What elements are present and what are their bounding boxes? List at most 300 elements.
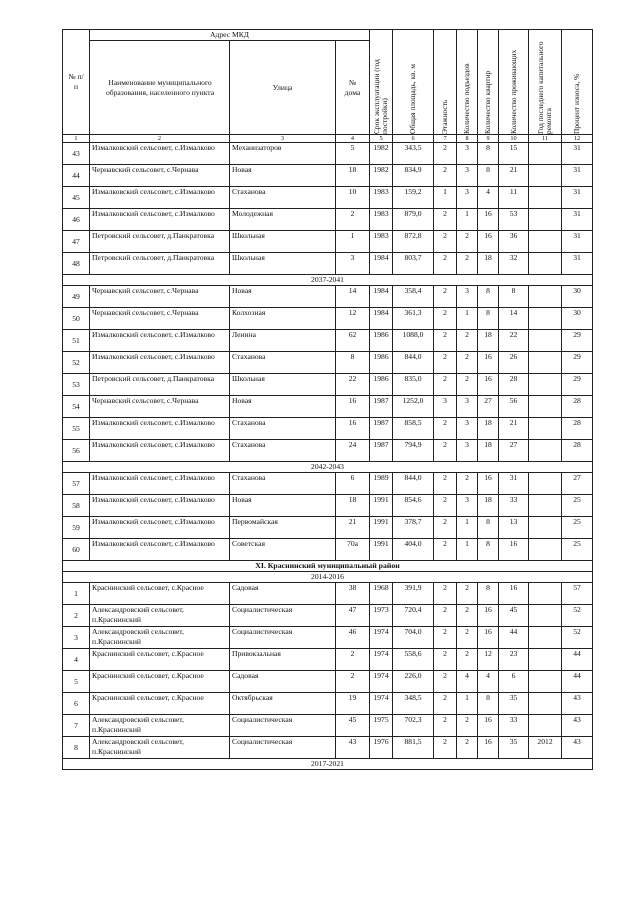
cell-residents: 27 bbox=[499, 440, 529, 462]
cell-apartments: 16 bbox=[478, 209, 499, 231]
district-row bbox=[63, 561, 593, 572]
cell-residents: 11 bbox=[499, 187, 529, 209]
header-floors bbox=[434, 30, 457, 135]
column-index-cell: 1 bbox=[63, 135, 90, 143]
cell-entrances: 1 bbox=[457, 308, 478, 330]
cell-residents: 36 bbox=[499, 231, 529, 253]
header-no bbox=[63, 30, 90, 135]
cell-year: 1984 bbox=[370, 286, 393, 308]
cell-residents: 8 bbox=[499, 286, 529, 308]
cell-number: 46 bbox=[63, 209, 90, 231]
cell-wear: 28 bbox=[562, 418, 593, 440]
table-row bbox=[63, 627, 593, 649]
cell-apartments: 18 bbox=[478, 330, 499, 352]
table-row bbox=[63, 671, 593, 693]
cell-area: 391,9 bbox=[393, 583, 434, 605]
period-label: 2037-2041 bbox=[63, 275, 593, 286]
cell-floors: 2 bbox=[434, 143, 457, 165]
cell-number: 7 bbox=[63, 715, 90, 737]
cell-street: Механизаторов bbox=[230, 143, 336, 165]
cell-floors: 2 bbox=[434, 715, 457, 737]
cell-street: Школьная bbox=[230, 374, 336, 396]
period-label: 2042-2043 bbox=[63, 462, 593, 473]
cell-municipality: Краснинский сельсовет, с.Красное bbox=[90, 649, 230, 671]
cell-entrances: 2 bbox=[457, 330, 478, 352]
apartment-buildings-table bbox=[62, 29, 593, 770]
cell-street: Советская bbox=[230, 539, 336, 561]
cell-municipality: Измалковский сельсовет, с.Измалково bbox=[90, 495, 230, 517]
cell-area: 858,5 bbox=[393, 418, 434, 440]
cell-residents: 31 bbox=[499, 473, 529, 495]
cell-entrances: 3 bbox=[457, 187, 478, 209]
cell-house: 19 bbox=[336, 693, 370, 715]
cell-street: Школьная bbox=[230, 253, 336, 275]
cell-residents: 15 bbox=[499, 143, 529, 165]
cell-entrances: 2 bbox=[457, 649, 478, 671]
cell-number: 57 bbox=[63, 473, 90, 495]
cell-residents: 6 bbox=[499, 671, 529, 693]
cell-wear: 52 bbox=[562, 605, 593, 627]
cell-floors: 2 bbox=[434, 517, 457, 539]
cell-area: 378,7 bbox=[393, 517, 434, 539]
cell-area: 872,8 bbox=[393, 231, 434, 253]
cell-apartments: 16 bbox=[478, 605, 499, 627]
cell-floors: 2 bbox=[434, 440, 457, 462]
cell-area: 844,0 bbox=[393, 473, 434, 495]
cell-street: Новая bbox=[230, 165, 336, 187]
cell-house: 38 bbox=[336, 583, 370, 605]
cell-year: 1974 bbox=[370, 671, 393, 693]
table-row bbox=[63, 374, 593, 396]
cell-wear: 31 bbox=[562, 253, 593, 275]
cell-entrances: 2 bbox=[457, 473, 478, 495]
cell-floors: 2 bbox=[434, 605, 457, 627]
cell-floors: 2 bbox=[434, 231, 457, 253]
cell-floors: 2 bbox=[434, 693, 457, 715]
cell-municipality: Измалковский сельсовет, с.Измалково bbox=[90, 187, 230, 209]
cell-municipality: Измалковский сельсовет, с.Измалково bbox=[90, 517, 230, 539]
cell-wear: 25 bbox=[562, 495, 593, 517]
header-area-label: Общая площадь, кв. м bbox=[408, 64, 418, 134]
column-index-cell: 10 bbox=[499, 135, 529, 143]
cell-entrances: 3 bbox=[457, 440, 478, 462]
cell-house: 70а bbox=[336, 539, 370, 561]
cell-wear: 25 bbox=[562, 517, 593, 539]
cell-apartments: 16 bbox=[478, 231, 499, 253]
period-row bbox=[63, 759, 593, 770]
cell-street: Новая bbox=[230, 286, 336, 308]
cell-residents: 56 bbox=[499, 396, 529, 418]
cell-municipality: Чернавский сельсовет, с.Чернава bbox=[90, 308, 230, 330]
cell-last-repair bbox=[529, 715, 562, 737]
cell-last-repair bbox=[529, 473, 562, 495]
cell-area: 348,5 bbox=[393, 693, 434, 715]
table-row bbox=[63, 715, 593, 737]
header-address-group: Адрес МКД bbox=[90, 30, 370, 41]
cell-house: 5 bbox=[336, 143, 370, 165]
cell-municipality: Краснинский сельсовет, с.Красное bbox=[90, 693, 230, 715]
cell-floors: 2 bbox=[434, 418, 457, 440]
header-street: Улица bbox=[230, 41, 336, 135]
cell-number: 5 bbox=[63, 671, 90, 693]
header-residents-label: Количество проживающих bbox=[508, 49, 518, 134]
cell-last-repair bbox=[529, 374, 562, 396]
cell-entrances: 2 bbox=[457, 231, 478, 253]
cell-year: 1975 bbox=[370, 715, 393, 737]
cell-entrances: 3 bbox=[457, 165, 478, 187]
cell-last-repair bbox=[529, 308, 562, 330]
cell-municipality: Петровский сельсовет, д.Панкратовка bbox=[90, 231, 230, 253]
cell-number: 55 bbox=[63, 418, 90, 440]
cell-house: 6 bbox=[336, 473, 370, 495]
cell-residents: 33 bbox=[499, 495, 529, 517]
period-row bbox=[63, 462, 593, 473]
cell-residents: 16 bbox=[499, 583, 529, 605]
cell-wear: 28 bbox=[562, 396, 593, 418]
cell-entrances: 2 bbox=[457, 583, 478, 605]
header-row-1 bbox=[63, 30, 593, 41]
cell-last-repair bbox=[529, 418, 562, 440]
cell-number: 56 bbox=[63, 440, 90, 462]
cell-apartments: 4 bbox=[478, 671, 499, 693]
cell-year: 1989 bbox=[370, 473, 393, 495]
table-row bbox=[63, 286, 593, 308]
cell-last-repair bbox=[529, 143, 562, 165]
cell-year: 1986 bbox=[370, 352, 393, 374]
cell-entrances: 3 bbox=[457, 396, 478, 418]
cell-floors: 1 bbox=[434, 187, 457, 209]
cell-street: Привокзальная bbox=[230, 649, 336, 671]
table-row bbox=[63, 473, 593, 495]
header-residents bbox=[499, 30, 529, 135]
cell-municipality: Чернавский сельсовет, с.Чернава bbox=[90, 396, 230, 418]
cell-apartments: 8 bbox=[478, 539, 499, 561]
cell-year: 1982 bbox=[370, 165, 393, 187]
header-last-repair-label: Год последнего капитального ремонта bbox=[536, 41, 554, 134]
header-no-label: № п/п bbox=[68, 72, 84, 91]
cell-wear: 57 bbox=[562, 583, 593, 605]
cell-municipality: Петровский сельсовет, д.Панкратовка bbox=[90, 374, 230, 396]
cell-house: 2 bbox=[336, 649, 370, 671]
cell-apartments: 16 bbox=[478, 352, 499, 374]
cell-wear: 29 bbox=[562, 352, 593, 374]
cell-residents: 23 bbox=[499, 649, 529, 671]
cell-wear: 52 bbox=[562, 627, 593, 649]
cell-street: Социалистическая bbox=[230, 737, 336, 759]
cell-entrances: 3 bbox=[457, 286, 478, 308]
cell-area: 226,0 bbox=[393, 671, 434, 693]
cell-area: 834,9 bbox=[393, 165, 434, 187]
table-row bbox=[63, 649, 593, 671]
cell-last-repair bbox=[529, 165, 562, 187]
table-row bbox=[63, 539, 593, 561]
cell-residents: 26 bbox=[499, 352, 529, 374]
cell-municipality: Измалковский сельсовет, с.Измалково bbox=[90, 209, 230, 231]
cell-area: 702,3 bbox=[393, 715, 434, 737]
column-index-cell: 8 bbox=[457, 135, 478, 143]
cell-number: 54 bbox=[63, 396, 90, 418]
cell-street: Стаханова bbox=[230, 352, 336, 374]
cell-last-repair bbox=[529, 539, 562, 561]
cell-area: 881,5 bbox=[393, 737, 434, 759]
cell-street: Октябрьская bbox=[230, 693, 336, 715]
cell-last-repair bbox=[529, 352, 562, 374]
cell-area: 1088,0 bbox=[393, 330, 434, 352]
cell-number: 4 bbox=[63, 649, 90, 671]
cell-street: Первомайская bbox=[230, 517, 336, 539]
cell-last-repair bbox=[529, 231, 562, 253]
table-row bbox=[63, 440, 593, 462]
header-house bbox=[336, 41, 370, 135]
header-municipality-label: Наименование муниципального образования, населенного пункта bbox=[105, 77, 215, 97]
cell-residents: 28 bbox=[499, 374, 529, 396]
cell-area: 159,2 bbox=[393, 187, 434, 209]
column-index-row bbox=[63, 135, 593, 143]
cell-last-repair bbox=[529, 605, 562, 627]
cell-residents: 22 bbox=[499, 330, 529, 352]
cell-number: 45 bbox=[63, 187, 90, 209]
period-row bbox=[63, 572, 593, 583]
cell-year: 1983 bbox=[370, 231, 393, 253]
period-row bbox=[63, 275, 593, 286]
cell-year: 1984 bbox=[370, 253, 393, 275]
cell-entrances: 2 bbox=[457, 374, 478, 396]
cell-house: 45 bbox=[336, 715, 370, 737]
cell-year: 1982 bbox=[370, 143, 393, 165]
cell-residents: 21 bbox=[499, 165, 529, 187]
cell-house: 16 bbox=[336, 418, 370, 440]
cell-number: 6 bbox=[63, 693, 90, 715]
housing-table-sheet bbox=[62, 29, 592, 770]
cell-year: 1983 bbox=[370, 209, 393, 231]
cell-year: 1991 bbox=[370, 517, 393, 539]
cell-house: 8 bbox=[336, 352, 370, 374]
cell-entrances: 1 bbox=[457, 517, 478, 539]
cell-street: Стаханова bbox=[230, 440, 336, 462]
cell-entrances: 2 bbox=[457, 605, 478, 627]
cell-street: Новая bbox=[230, 495, 336, 517]
cell-municipality: Александровский сельсовет, п.Краснинский bbox=[90, 715, 230, 737]
cell-entrances: 3 bbox=[457, 418, 478, 440]
column-index-cell: 4 bbox=[336, 135, 370, 143]
cell-year: 1991 bbox=[370, 495, 393, 517]
cell-street: Новая bbox=[230, 396, 336, 418]
cell-wear: 25 bbox=[562, 539, 593, 561]
cell-wear: 28 bbox=[562, 440, 593, 462]
cell-floors: 2 bbox=[434, 671, 457, 693]
table-body bbox=[63, 143, 593, 770]
cell-house: 2 bbox=[336, 671, 370, 693]
cell-year: 1984 bbox=[370, 308, 393, 330]
cell-apartments: 16 bbox=[478, 473, 499, 495]
cell-apartments: 27 bbox=[478, 396, 499, 418]
cell-wear: 44 bbox=[562, 671, 593, 693]
cell-wear: 31 bbox=[562, 231, 593, 253]
cell-last-repair bbox=[529, 583, 562, 605]
column-index-cell: 5 bbox=[370, 135, 393, 143]
cell-municipality: Измалковский сельсовет, с.Измалково bbox=[90, 539, 230, 561]
cell-wear: 31 bbox=[562, 187, 593, 209]
column-index-cell: 3 bbox=[230, 135, 336, 143]
cell-number: 43 bbox=[63, 143, 90, 165]
table-row bbox=[63, 330, 593, 352]
cell-wear: 29 bbox=[562, 330, 593, 352]
cell-wear: 27 bbox=[562, 473, 593, 495]
header-wear-label: Процент износа, % bbox=[572, 73, 582, 134]
cell-residents: 35 bbox=[499, 737, 529, 759]
cell-residents: 21 bbox=[499, 418, 529, 440]
cell-apartments: 16 bbox=[478, 715, 499, 737]
column-index-cell: 6 bbox=[393, 135, 434, 143]
header-entrances-label: Количество подъездов bbox=[462, 63, 472, 134]
cell-area: 704,0 bbox=[393, 627, 434, 649]
cell-municipality: Александровский сельсовет, п.Краснинский bbox=[90, 605, 230, 627]
cell-apartments: 8 bbox=[478, 693, 499, 715]
header-year-label: Срок эксплуатации (год постройки) bbox=[372, 59, 390, 134]
cell-last-repair bbox=[529, 693, 562, 715]
cell-entrances: 2 bbox=[457, 253, 478, 275]
header-floors-label: Этажность bbox=[440, 99, 450, 134]
header-area bbox=[393, 30, 434, 135]
table-row bbox=[63, 165, 593, 187]
cell-house: 12 bbox=[336, 308, 370, 330]
cell-area: 879,0 bbox=[393, 209, 434, 231]
cell-year: 1974 bbox=[370, 627, 393, 649]
cell-municipality: Измалковский сельсовет, с.Измалково bbox=[90, 440, 230, 462]
cell-area: 844,0 bbox=[393, 352, 434, 374]
cell-number: 1 bbox=[63, 583, 90, 605]
cell-entrances: 1 bbox=[457, 693, 478, 715]
cell-entrances: 2 bbox=[457, 627, 478, 649]
cell-wear: 43 bbox=[562, 715, 593, 737]
cell-number: 52 bbox=[63, 352, 90, 374]
cell-municipality: Измалковский сельсовет, с.Измалково bbox=[90, 352, 230, 374]
cell-municipality: Александровский сельсовет, п.Краснинский bbox=[90, 627, 230, 649]
cell-number: 59 bbox=[63, 517, 90, 539]
column-index-cell: 7 bbox=[434, 135, 457, 143]
cell-apartments: 8 bbox=[478, 286, 499, 308]
cell-apartments: 8 bbox=[478, 583, 499, 605]
cell-year: 1987 bbox=[370, 418, 393, 440]
column-index-cell: 11 bbox=[529, 135, 562, 143]
cell-street: Колхозная bbox=[230, 308, 336, 330]
cell-apartments: 18 bbox=[478, 440, 499, 462]
cell-floors: 2 bbox=[434, 649, 457, 671]
cell-year: 1973 bbox=[370, 605, 393, 627]
cell-street: Стаханова bbox=[230, 187, 336, 209]
header-last-repair bbox=[529, 30, 562, 135]
cell-residents: 32 bbox=[499, 253, 529, 275]
cell-apartments: 18 bbox=[478, 418, 499, 440]
table-row bbox=[63, 396, 593, 418]
cell-last-repair bbox=[529, 187, 562, 209]
cell-wear: 30 bbox=[562, 286, 593, 308]
cell-last-repair bbox=[529, 330, 562, 352]
cell-residents: 33 bbox=[499, 715, 529, 737]
cell-last-repair bbox=[529, 286, 562, 308]
cell-residents: 16 bbox=[499, 539, 529, 561]
cell-apartments: 8 bbox=[478, 308, 499, 330]
cell-area: 404,0 bbox=[393, 539, 434, 561]
cell-wear: 43 bbox=[562, 737, 593, 759]
cell-house: 18 bbox=[336, 495, 370, 517]
cell-area: 1252,0 bbox=[393, 396, 434, 418]
cell-last-repair bbox=[529, 671, 562, 693]
cell-street: Социалистическая bbox=[230, 715, 336, 737]
column-index-cell: 2 bbox=[90, 135, 230, 143]
cell-street: Садовая bbox=[230, 583, 336, 605]
cell-number: 60 bbox=[63, 539, 90, 561]
cell-last-repair bbox=[529, 253, 562, 275]
cell-apartments: 18 bbox=[478, 253, 499, 275]
cell-area: 803,7 bbox=[393, 253, 434, 275]
table-row bbox=[63, 693, 593, 715]
header-wear bbox=[562, 30, 593, 135]
cell-number: 47 bbox=[63, 231, 90, 253]
cell-area: 343,5 bbox=[393, 143, 434, 165]
cell-year: 1986 bbox=[370, 374, 393, 396]
cell-house: 10 bbox=[336, 187, 370, 209]
cell-year: 1987 bbox=[370, 396, 393, 418]
cell-residents: 13 bbox=[499, 517, 529, 539]
district-title: XI. Краснинский муниципальный район bbox=[63, 561, 593, 572]
cell-floors: 2 bbox=[434, 473, 457, 495]
cell-entrances: 1 bbox=[457, 539, 478, 561]
cell-floors: 2 bbox=[434, 374, 457, 396]
cell-apartments: 16 bbox=[478, 627, 499, 649]
cell-apartments: 8 bbox=[478, 165, 499, 187]
cell-apartments: 8 bbox=[478, 143, 499, 165]
cell-last-repair bbox=[529, 627, 562, 649]
header-apartments-label: Количество квартир bbox=[483, 70, 493, 134]
cell-floors: 2 bbox=[434, 627, 457, 649]
cell-number: 8 bbox=[63, 737, 90, 759]
cell-number: 3 bbox=[63, 627, 90, 649]
cell-entrances: 2 bbox=[457, 737, 478, 759]
cell-number: 48 bbox=[63, 253, 90, 275]
cell-municipality: Измалковский сельсовет, с.Измалково bbox=[90, 418, 230, 440]
table-row bbox=[63, 495, 593, 517]
cell-street: Молодежная bbox=[230, 209, 336, 231]
table-row bbox=[63, 231, 593, 253]
cell-apartments: 18 bbox=[478, 495, 499, 517]
cell-residents: 53 bbox=[499, 209, 529, 231]
cell-year: 1987 bbox=[370, 440, 393, 462]
cell-last-repair bbox=[529, 495, 562, 517]
cell-apartments: 4 bbox=[478, 187, 499, 209]
cell-area: 358,4 bbox=[393, 286, 434, 308]
cell-house: 47 bbox=[336, 605, 370, 627]
cell-entrances: 2 bbox=[457, 715, 478, 737]
cell-street: Стаханова bbox=[230, 418, 336, 440]
cell-floors: 2 bbox=[434, 253, 457, 275]
cell-street: Социалистическая bbox=[230, 605, 336, 627]
cell-number: 2 bbox=[63, 605, 90, 627]
cell-house: 21 bbox=[336, 517, 370, 539]
cell-floors: 2 bbox=[434, 165, 457, 187]
cell-municipality: Петровский сельсовет, д.Панкратовка bbox=[90, 253, 230, 275]
table-row bbox=[63, 352, 593, 374]
cell-street: Школьная bbox=[230, 231, 336, 253]
cell-apartments: 8 bbox=[478, 517, 499, 539]
cell-residents: 44 bbox=[499, 627, 529, 649]
cell-entrances: 1 bbox=[457, 209, 478, 231]
cell-last-repair bbox=[529, 396, 562, 418]
cell-house: 62 bbox=[336, 330, 370, 352]
cell-municipality: Чернавский сельсовет, с.Чернава bbox=[90, 286, 230, 308]
cell-entrances: 3 bbox=[457, 143, 478, 165]
cell-house: 1 bbox=[336, 231, 370, 253]
